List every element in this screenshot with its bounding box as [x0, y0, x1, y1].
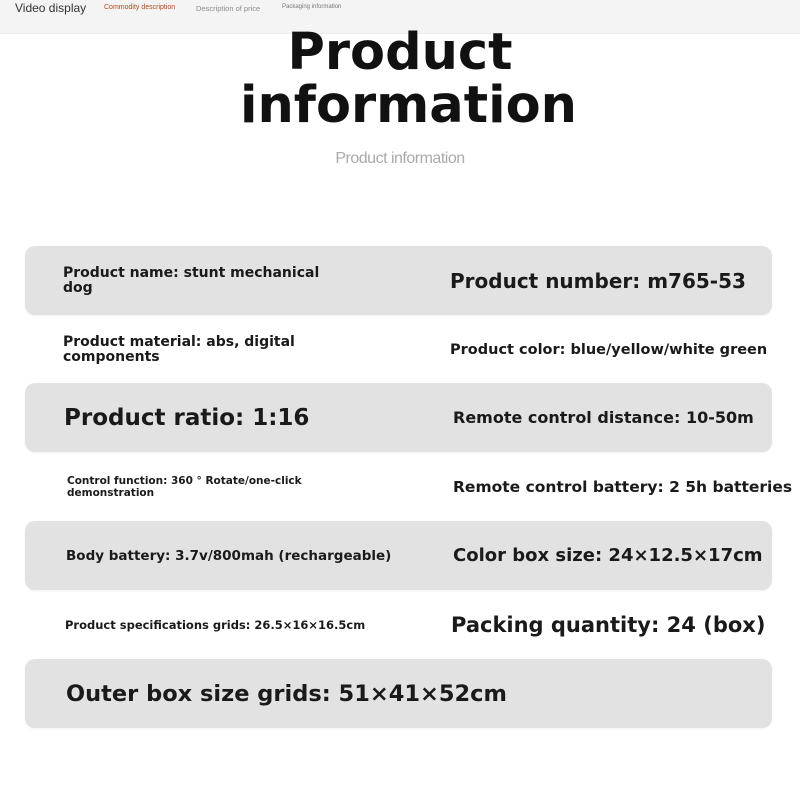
page-title-text: Product information [240, 23, 577, 135]
spec-product-material: Product material: abs, digital components [63, 333, 295, 365]
spec-remote-battery: Remote control battery: 2 5h batteries [453, 477, 793, 496]
spec-body-battery: Body battery: 3.7v/800mah (rechargeable) [66, 547, 392, 564]
page-title [0, 23, 800, 135]
spec-row [25, 521, 772, 590]
spec-packing-quantity: Packing quantity: 24 (box) [451, 612, 766, 637]
spec-outer-box-size: Outer box size grids: 51×41×52cm [66, 680, 507, 707]
page-subtitle: Product information [335, 150, 465, 167]
spec-left [63, 246, 363, 315]
tab-video-display[interactable]: Video display [15, 1, 87, 15]
spec-left [66, 521, 392, 590]
spec-left [67, 452, 367, 521]
spec-row [25, 659, 772, 728]
spec-remote-distance: Remote control distance: 10-50m [453, 408, 754, 427]
spec-product-specifications: Product specifications grids: 26.5×16×16.5cm [65, 617, 366, 632]
tab-description-of-price[interactable]: Description of price [196, 4, 261, 13]
spec-product-color: Product color: blue/yellow/white green [450, 341, 768, 358]
spec-product-name: Product name: stunt mechanical dog [63, 264, 320, 296]
spec-right [453, 452, 793, 521]
spec-right [450, 315, 780, 384]
spec-row [25, 452, 793, 521]
spec-product-number: Product number: m765-53 [450, 268, 746, 293]
spec-left [63, 315, 363, 384]
spec-row [25, 315, 772, 384]
spec-right [450, 246, 780, 315]
spec-row [25, 383, 772, 452]
tab-packaging-information[interactable]: Packaging information [282, 4, 342, 10]
spec-right [453, 521, 783, 590]
spec-right [451, 590, 781, 659]
spec-product-ratio: Product ratio: 1:16 [64, 404, 310, 431]
spec-row [25, 590, 772, 659]
spec-left [66, 659, 666, 728]
tab-commodity-description[interactable]: Commodity description [104, 4, 176, 11]
spec-row [25, 246, 772, 315]
spec-right [453, 383, 783, 452]
spec-color-box-size: Color box size: 24×12.5×17cm [453, 545, 763, 566]
spec-left [65, 590, 365, 659]
spec-left [64, 383, 364, 452]
spec-control-function: Control function: 360 ° Rotate/one-click demonstration [67, 474, 302, 499]
